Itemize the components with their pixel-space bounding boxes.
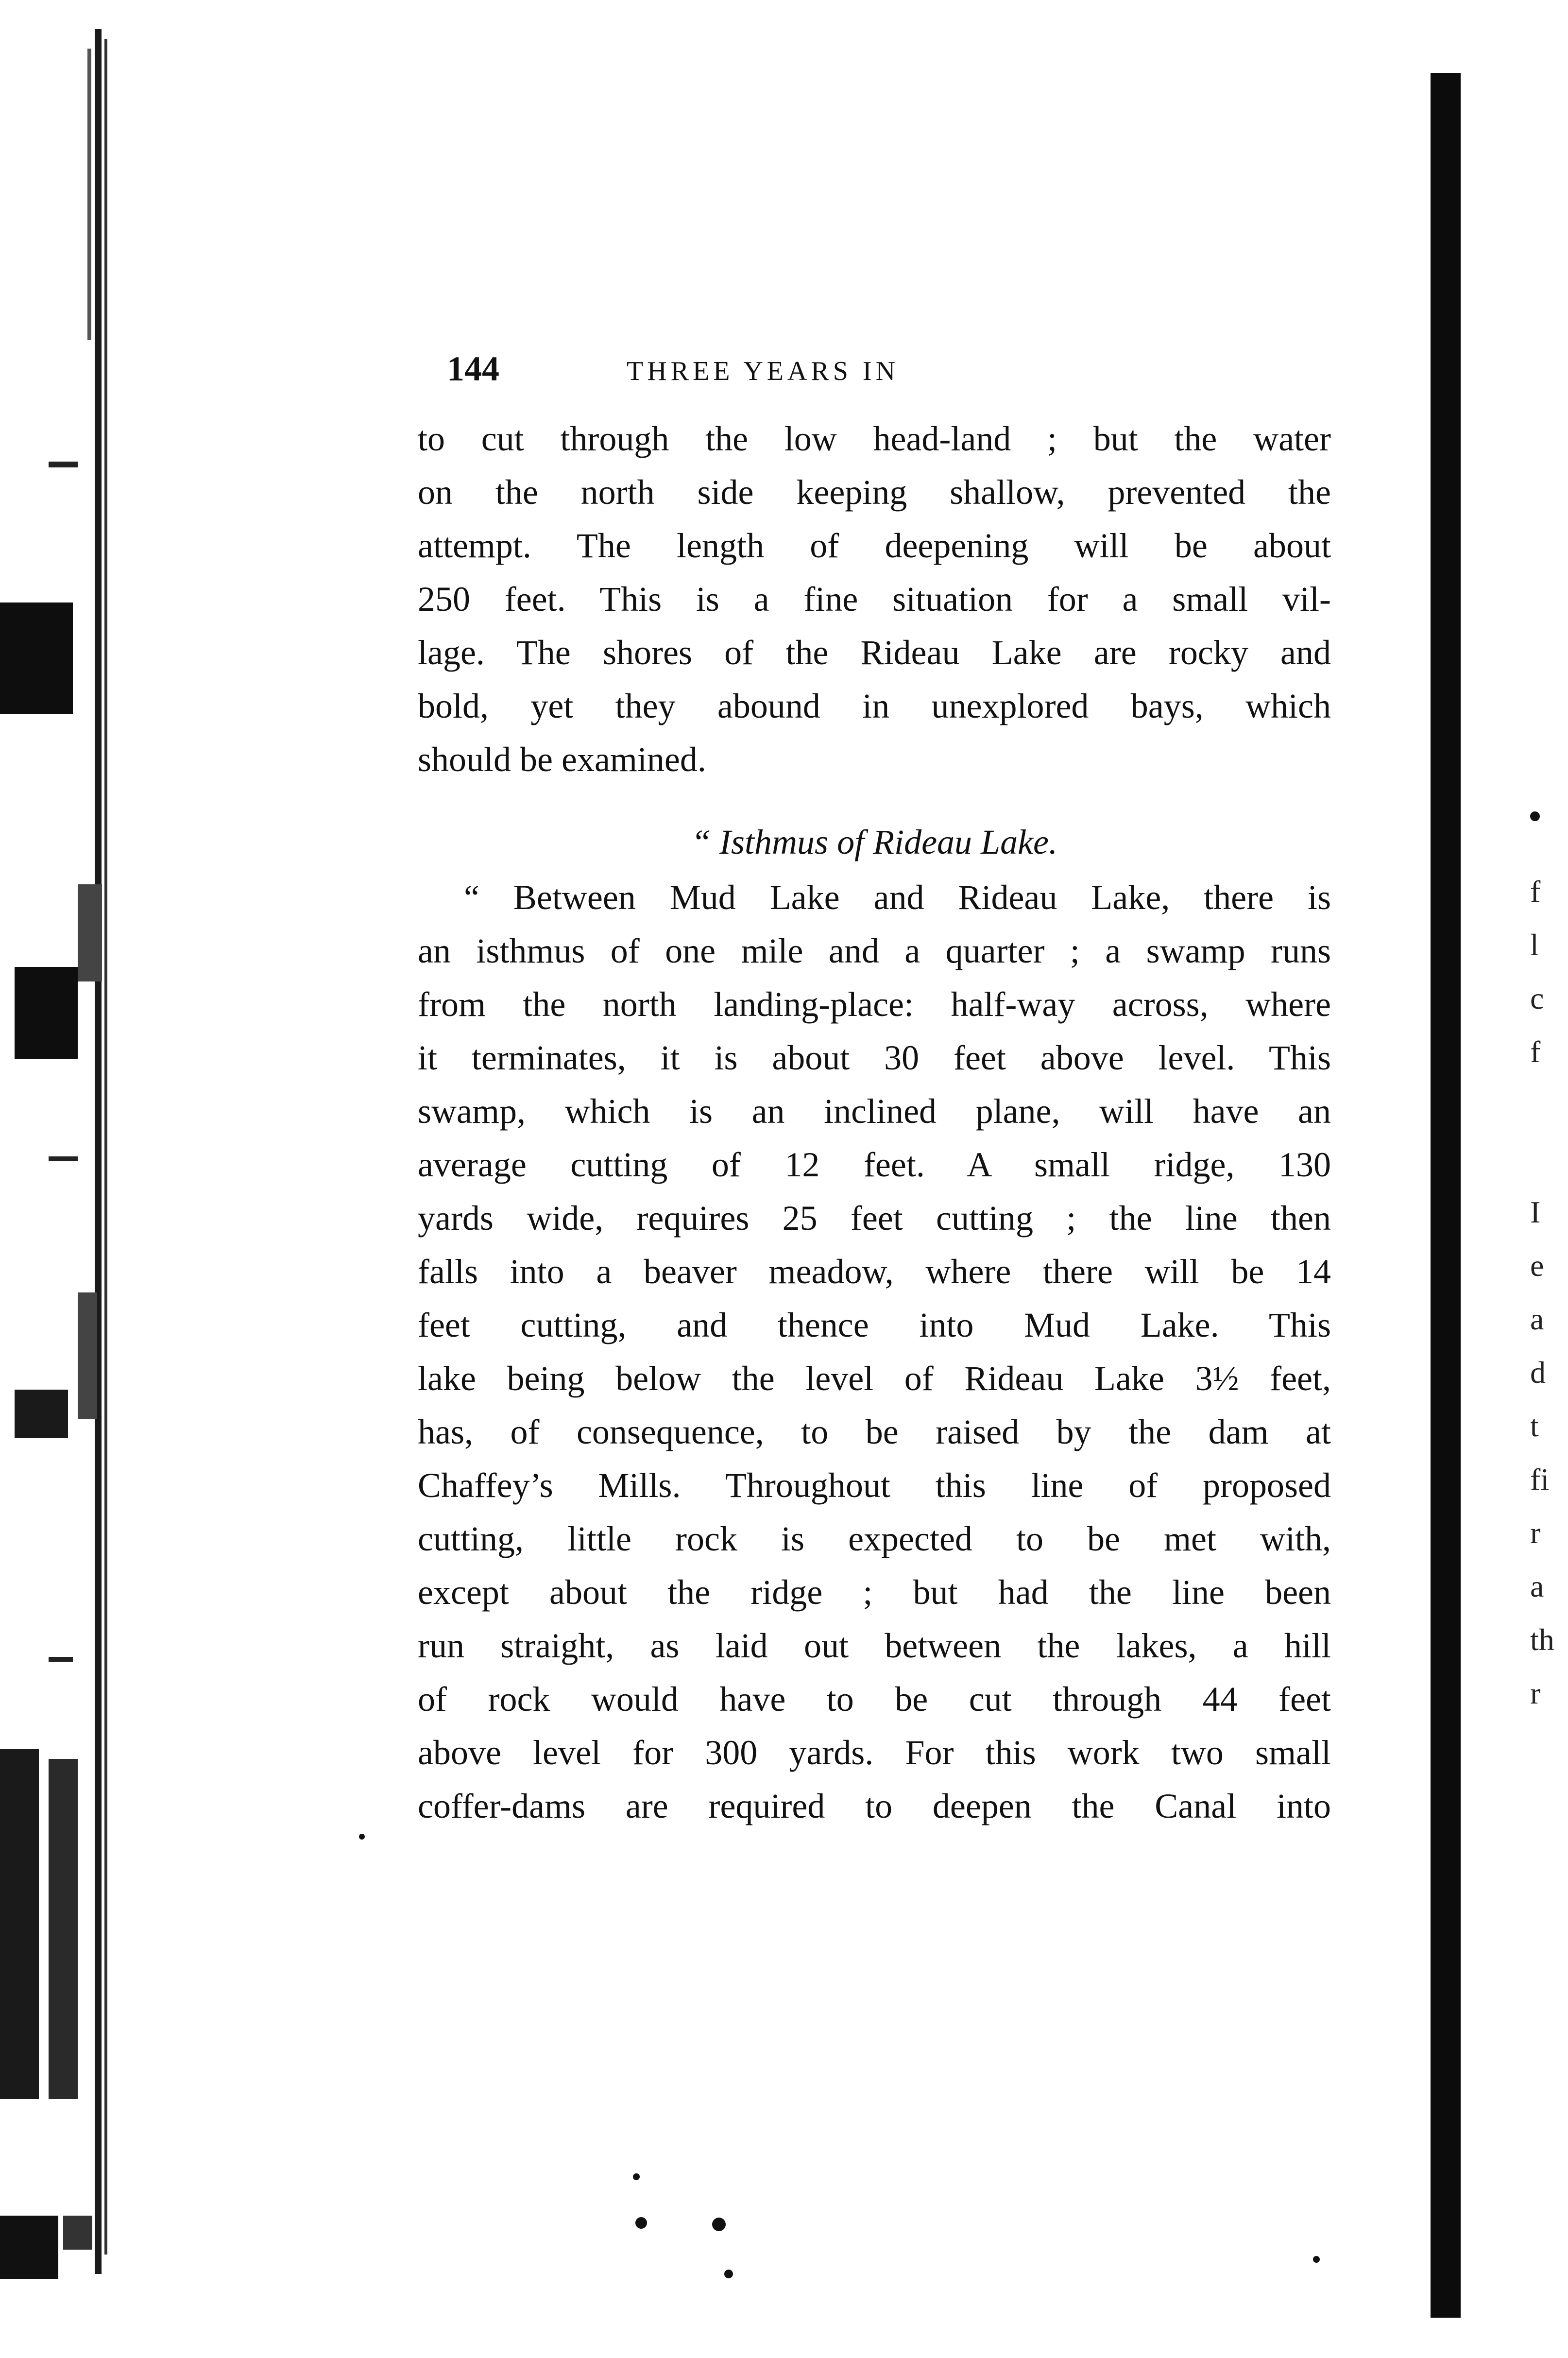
text-line: coffer-dams are required to deepen the Canal into [418,1787,1331,1825]
page-number: 144 [447,349,499,388]
fragment: a [1530,1302,1544,1336]
fragment: fi [1530,1462,1550,1497]
text-line: Chaffey’s Mills. Throughout this line of proposed [418,1466,1331,1505]
fragment: l [1530,928,1539,962]
text-line: to cut through the low head-land ; but the water [418,419,1331,458]
fragment: f [1530,1034,1541,1069]
section-heading: “ Isthmus of Rideau Lake. [691,823,1057,861]
text-line: it terminates, it is about 30 feet above level. This [418,1038,1331,1077]
text-line: has, of consequence, to be raised by the dam at [418,1412,1331,1451]
running-title: THREE YEARS IN [627,356,900,386]
text-line: average cutting of 12 feet. A small ridge, 130 [418,1145,1331,1184]
fragment: f [1530,874,1541,909]
text-line: above level for 300 yards. For this work two small [418,1733,1331,1772]
fragment: th [1530,1622,1554,1657]
fragment: a [1530,1569,1544,1603]
fragment: I [1530,1195,1541,1229]
text-line: swamp, which is an inclined plane, will have an [418,1092,1331,1131]
fragment: t [1530,1409,1539,1443]
text-line: attempt. The length of deepening will be about [418,526,1331,565]
fragment: r [1530,1676,1541,1710]
fragment: d [1530,1355,1546,1390]
fragment: r [1530,1515,1541,1550]
text-line: feet cutting, and thence into Mud Lake. This [418,1306,1331,1344]
text-line: lage. The shores of the Rideau Lake are rocky and [418,633,1331,672]
text-line: on the north side keeping shallow, prevented the [418,473,1331,512]
text-line: lake being below the level of Rideau Lake 3½ feet, [418,1359,1331,1398]
text-line: 250 feet. This is a fine situation for a small vil- [418,580,1331,619]
text-line: an isthmus of one mile and a quarter ; a swamp runs [418,931,1331,970]
text-line: “ Between Mud Lake and Rideau Lake, there is [464,878,1331,917]
text-line: cutting, little rock is expected to be met with, [418,1519,1331,1558]
fragment: e [1530,1248,1544,1283]
text-line: yards wide, requires 25 feet cutting ; the line then [418,1199,1331,1238]
text-line: bold, yet they abound in unexplored bays, which [418,687,1331,725]
fragment: c [1530,981,1544,1015]
text-line: falls into a beaver meadow, where there will be 14 [418,1252,1331,1291]
text-line: from the north landing-place: half-way across, where [418,985,1331,1024]
text-line: should be examined. [418,740,706,779]
text-line: except about the ridge ; but had the line been [418,1573,1331,1612]
text-line: of rock would have to be cut through 44 feet [418,1680,1331,1719]
text-line: run straight, as laid out between the lakes, a hill [418,1626,1331,1665]
